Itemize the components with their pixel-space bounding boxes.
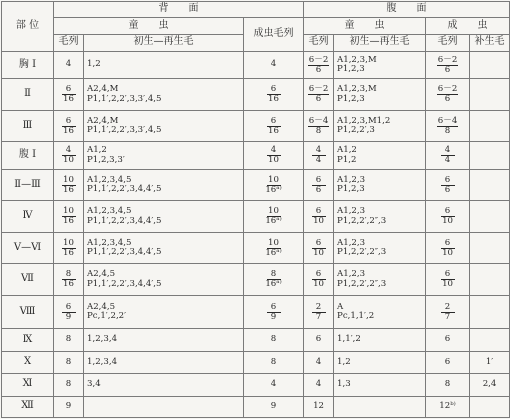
value: 4 (315, 356, 322, 367)
setae-formula-line: A (337, 301, 344, 312)
dorsal-larva-setae (84, 374, 244, 396)
dorsal-header: 背 面 (54, 2, 304, 18)
setae-formula-line: P1,2,2′,3 (337, 125, 375, 136)
fraction (267, 303, 281, 321)
ventral-larva-rows (304, 295, 334, 329)
setae-formula-line: 1,2,3,4 (87, 334, 118, 345)
ventral-adult-rows (426, 79, 470, 111)
fraction (62, 146, 76, 164)
fraction-numerator: 6 (267, 117, 281, 127)
fraction-denominator: 16 (63, 184, 74, 195)
supplementary-setae (470, 201, 510, 233)
segment-label: Ⅺ (2, 374, 54, 396)
fraction (62, 303, 76, 321)
dorsal-larva-setae (84, 264, 244, 296)
fraction-denominator: 8 (444, 125, 451, 136)
fraction (312, 303, 326, 321)
fraction (437, 117, 459, 135)
fraction-numerator: 6－4 (437, 115, 458, 126)
adult-setae-rows (244, 329, 304, 351)
ventral-larva-setae (334, 110, 426, 142)
fraction (312, 146, 326, 164)
fraction-numerator: 6 (267, 85, 281, 95)
dorsal-larva-setae (84, 329, 244, 351)
fraction (308, 117, 330, 135)
ventral-larva-setae (334, 201, 426, 233)
fraction-numerator: 6 (312, 176, 326, 186)
fraction-denominator: 7 (444, 311, 451, 322)
value: 9 (270, 401, 277, 412)
table-row (2, 232, 510, 264)
ventral-larva-rows (304, 329, 334, 351)
dorsal-larva-setae (84, 110, 244, 142)
segment-label: Ⅳ (2, 201, 54, 233)
adult-setae-rows (244, 201, 304, 233)
setae-formula-line: A1,2,3,M (337, 84, 377, 95)
setae-formula-line: P1,2,3,3′ (87, 154, 125, 165)
fraction-numerator: 10 (268, 237, 279, 248)
adult-setae-rows (244, 110, 304, 142)
fraction (308, 56, 330, 74)
fraction-numerator: 6－2 (308, 84, 329, 95)
dorsal-larva-rows (54, 232, 84, 264)
adult-setae-rows (244, 51, 304, 78)
setae-formula-line: A2,4,M (87, 84, 119, 95)
setae-formula-line: P1,2,2′,2″,3 (337, 278, 387, 289)
fraction (265, 176, 281, 194)
segment-label: Ⅱ (2, 79, 54, 111)
fraction-denominator: 16ᵃ⁾ (265, 216, 282, 227)
table-row (2, 79, 510, 111)
fraction (265, 270, 281, 288)
dorsal-larva-setae (84, 79, 244, 111)
fraction-numerator: 6 (312, 239, 326, 249)
setae-formula-line: P1,2 (337, 154, 357, 165)
setae-formula-line: 1,2 (337, 356, 351, 367)
fraction-denominator: 16 (63, 94, 74, 105)
adult-setae-rows (244, 232, 304, 264)
ventral-larva-rows (304, 374, 334, 396)
segment-label: 胸 Ⅰ (2, 51, 54, 78)
fraction (267, 146, 281, 164)
segment-label: Ⅴ—Ⅵ (2, 232, 54, 264)
ventral-adult-rows (426, 142, 470, 169)
segment-label: Ⅹ (2, 351, 54, 373)
ventral-larva-setae (334, 169, 426, 201)
dorsal-larva-rows (54, 351, 84, 373)
setae-formula-line: A1,2,3,M1,2 (337, 115, 391, 126)
fraction-denominator: 10 (63, 155, 74, 166)
fraction-numerator: 6 (312, 270, 326, 280)
setae-formula-line: 1,2 (87, 59, 101, 70)
ventral-header: 腹 面 (304, 2, 510, 18)
adult-setae-rows (244, 295, 304, 329)
fraction-numerator: 4 (441, 146, 455, 156)
fraction-numerator: 4 (312, 146, 326, 156)
fraction-denominator: 16ᵃ⁾ (265, 279, 282, 290)
setae-table-container (1, 1, 509, 418)
dorsal-larva-setae (84, 396, 244, 418)
col-rows-header: 毛列 (54, 34, 84, 51)
ventral-adult-rows (426, 329, 470, 351)
fraction-denominator: 10 (442, 279, 453, 290)
fraction-numerator: 10 (268, 174, 279, 185)
dorsal-larva-rows (54, 396, 84, 418)
table-row (2, 142, 510, 169)
setae-formula-line: A2,4,5 (87, 301, 116, 312)
value: 4 (65, 59, 72, 70)
segment-label: Ⅻ (2, 396, 54, 418)
ventral-adult-rows (426, 110, 470, 142)
setae-formula-line: 3,4 (87, 379, 101, 390)
setae-formula-line: P1,1′,2,2′,3,3′,4,5 (87, 125, 162, 136)
fraction-numerator: 2 (312, 303, 326, 313)
table-row (2, 374, 510, 396)
segment-label: Ⅲ (2, 110, 54, 142)
fraction-denominator: 6 (444, 94, 451, 105)
ventral-larva-rows (304, 142, 334, 169)
setae-formula-line: 1,3 (337, 379, 351, 390)
ventral-adult-rows (426, 396, 470, 418)
value: 8 (65, 379, 72, 390)
supplementary-setae (470, 51, 510, 78)
ventral-larva-rows (304, 169, 334, 201)
setae-formula-line: A1,2,3 (337, 206, 366, 217)
fraction (62, 117, 76, 135)
fraction (62, 176, 76, 194)
ventral-larva-rows (304, 351, 334, 373)
col-primary-header: 初生—再生毛 (84, 34, 244, 51)
dorsal-larva-header: 童 虫 (54, 18, 244, 34)
ventral-adult-rows (426, 351, 470, 373)
dorsal-larva-rows (54, 264, 84, 296)
table-row (2, 295, 510, 329)
adult-setae-header: 成虫毛列 (244, 18, 304, 52)
fraction-denominator: 16 (63, 279, 74, 290)
fraction-numerator: 6 (267, 303, 281, 313)
fraction-denominator: 9 (65, 311, 72, 322)
ventral-adult-rows (426, 201, 470, 233)
fraction (308, 85, 330, 103)
ventral-larva-setae (334, 396, 426, 418)
dorsal-larva-rows (54, 79, 84, 111)
header-row-2 (2, 18, 510, 34)
setae-formula-line: A1,2,3 (337, 269, 366, 280)
ventral-larva-setae (334, 79, 426, 111)
table-row (2, 351, 510, 373)
ventral-adult-rows (426, 232, 470, 264)
col-rows3-header: 毛列 (426, 34, 470, 51)
setae-formula-line: Pc,1,1′,2 (337, 311, 375, 322)
adult-setae-rows (244, 142, 304, 169)
setae-formula-line: P1,1′,2,2′,3,4,4′,5 (87, 278, 162, 289)
fraction-numerator: 10 (63, 206, 74, 217)
supplementary-setae: 1′ (470, 351, 510, 373)
fraction-numerator: 4 (62, 146, 76, 156)
fraction-numerator: 6－2 (308, 54, 329, 65)
ventral-larva-setae (334, 329, 426, 351)
fraction-numerator: 2 (441, 303, 455, 313)
setae-formula-line: P1,1′,2,2′,3,3′,4,5 (87, 93, 162, 104)
supplementary-setae: 2,4 (470, 374, 510, 396)
ventral-larva-rows (304, 264, 334, 296)
fraction (267, 117, 281, 135)
value: 4 (315, 379, 322, 390)
setae-formula-line: A2,4,5 (87, 269, 116, 280)
ventral-larva-rows (304, 110, 334, 142)
supplementary-setae (470, 396, 510, 418)
supplementary-setae (470, 79, 510, 111)
ventral-adult-rows (426, 169, 470, 201)
ventral-adult-header: 成 虫 (426, 18, 510, 34)
fraction-denominator: 6 (315, 64, 322, 75)
dorsal-larva-setae (84, 201, 244, 233)
fraction-denominator: 16ᵃ⁾ (265, 184, 282, 195)
setae-formula-line: P1,2,3 (337, 64, 365, 75)
fraction-numerator: 6－2 (437, 54, 458, 65)
col-rows2-header: 毛列 (304, 34, 334, 51)
value: 8 (270, 356, 277, 367)
fraction (437, 85, 459, 103)
fraction (62, 270, 76, 288)
fraction-denominator: 16 (268, 125, 279, 136)
fraction (62, 85, 76, 103)
fraction-denominator: 6 (315, 184, 322, 195)
ventral-larva-setae (334, 142, 426, 169)
setae-formula-line: A1,2,3 (337, 237, 366, 248)
setae-formula-line: A1,2,3 (337, 174, 366, 185)
setae-formula-line: P1,2,3 (337, 184, 365, 194)
setae-formula-line: A1,2 (337, 145, 357, 156)
dorsal-larva-rows (54, 374, 84, 396)
part-header: 部 位 (2, 2, 54, 52)
adult-setae-rows (244, 374, 304, 396)
col-primary2-header: 初生—再生毛 (334, 34, 426, 51)
fraction-denominator: 10 (268, 155, 279, 166)
ventral-larva-rows (304, 396, 334, 418)
value: 8 (65, 356, 72, 367)
fraction (312, 239, 326, 257)
value: 9 (65, 401, 72, 412)
ventral-adult-rows (426, 51, 470, 78)
ventral-larva-header: 童 虫 (304, 18, 426, 34)
supplementary-setae (470, 329, 510, 351)
ventral-larva-setae (334, 51, 426, 78)
adult-setae-rows (244, 264, 304, 296)
col-supp-header: 补生毛 (470, 34, 510, 51)
value: 8 (65, 334, 72, 345)
supplementary-setae (470, 110, 510, 142)
table-row (2, 169, 510, 201)
dorsal-larva-rows (54, 110, 84, 142)
fraction-denominator: 16 (63, 247, 74, 258)
fraction (265, 239, 281, 257)
setae-formula-line: A1,2,3,4,5 (87, 174, 132, 185)
fraction-denominator: 4 (444, 155, 451, 166)
fraction-numerator: 6－4 (308, 115, 329, 126)
dorsal-larva-rows (54, 295, 84, 329)
setae-formula-line: 1,2,3,4 (87, 356, 118, 367)
ventral-adult-rows (426, 295, 470, 329)
ventral-larva-rows (304, 232, 334, 264)
fraction-denominator: 16 (63, 216, 74, 227)
fraction-denominator: 8 (315, 125, 322, 136)
ventral-adult-rows (426, 264, 470, 296)
fraction-denominator: 7 (315, 311, 322, 322)
segment-label: Ⅷ (2, 295, 54, 329)
fraction (441, 239, 455, 257)
value: 6 (315, 334, 322, 345)
fraction (312, 176, 326, 194)
setae-formula-line: A1,2,3,4,5 (87, 206, 132, 217)
table-row (2, 201, 510, 233)
fraction (441, 146, 455, 164)
fraction-denominator: 10 (313, 216, 324, 227)
setae-formula-line: P1,2,2′,2″,3 (337, 215, 387, 226)
value: 4 (270, 379, 277, 390)
fraction (441, 303, 455, 321)
fraction-denominator: 9 (270, 311, 277, 322)
fraction (441, 176, 455, 194)
ventral-larva-setae (334, 351, 426, 373)
value: 6 (444, 334, 451, 345)
fraction-numerator: 10 (63, 174, 74, 185)
fraction (312, 270, 326, 288)
setae-formula-line: P1,2,3 (337, 93, 365, 104)
table-row (2, 51, 510, 78)
fraction (441, 270, 455, 288)
value: 12ᵇ⁾ (439, 401, 456, 412)
supplementary-setae (470, 295, 510, 329)
fraction-numerator: 4 (267, 146, 281, 156)
adult-setae-rows (244, 351, 304, 373)
fraction-numerator: 6 (441, 207, 455, 217)
value: 6 (444, 356, 451, 367)
fraction-numerator: 6 (62, 117, 76, 127)
value: 8 (444, 379, 451, 390)
fraction (265, 207, 281, 225)
setae-table (1, 1, 510, 418)
adult-setae-rows (244, 79, 304, 111)
fraction-denominator: 10 (442, 216, 453, 227)
fraction-numerator: 6 (62, 303, 76, 313)
fraction-numerator: 8 (267, 270, 281, 280)
value: 12 (313, 401, 324, 412)
adult-setae-rows (244, 169, 304, 201)
dorsal-larva-rows (54, 142, 84, 169)
fraction-denominator: 6 (315, 94, 322, 105)
dorsal-larva-setae (84, 351, 244, 373)
fraction (62, 207, 76, 225)
segment-label: Ⅸ (2, 329, 54, 351)
setae-formula-line: P1,2,2′,2″,3 (337, 247, 387, 258)
fraction-numerator: 6 (312, 207, 326, 217)
ventral-adult-rows (426, 374, 470, 396)
setae-formula-line: A1,2,3,4,5 (87, 237, 132, 248)
setae-formula-line: Pc,1′,2,2′ (87, 311, 127, 322)
dorsal-larva-rows (54, 169, 84, 201)
setae-formula-line: A1,2 (87, 145, 107, 156)
fraction-denominator: 10 (313, 279, 324, 290)
dorsal-larva-rows (54, 329, 84, 351)
fraction-denominator: 16 (268, 94, 279, 105)
setae-formula-line: P1,1′,2,2′,3,4,4′,5 (87, 184, 162, 194)
table-row (2, 264, 510, 296)
fraction-numerator: 8 (62, 270, 76, 280)
fraction (312, 207, 326, 225)
dorsal-larva-rows (54, 51, 84, 78)
fraction (62, 239, 76, 257)
fraction-denominator: 6 (444, 184, 451, 195)
fraction-denominator: 10 (313, 247, 324, 258)
supplementary-setae (470, 142, 510, 169)
value: 8 (270, 334, 277, 345)
table-row (2, 396, 510, 418)
ventral-larva-setae (334, 264, 426, 296)
segment-label: Ⅶ (2, 264, 54, 296)
table-row (2, 110, 510, 142)
fraction-numerator: 6 (441, 239, 455, 249)
supplementary-setae (470, 169, 510, 201)
dorsal-larva-setae (84, 232, 244, 264)
ventral-larva-setae (334, 232, 426, 264)
fraction-numerator: 10 (63, 237, 74, 248)
fraction-numerator: 6－2 (437, 84, 458, 95)
dorsal-larva-setae (84, 295, 244, 329)
fraction-denominator: 6 (444, 64, 451, 75)
ventral-larva-rows (304, 79, 334, 111)
supplementary-setae (470, 264, 510, 296)
adult-setae-rows (244, 396, 304, 418)
header-row-1 (2, 2, 510, 18)
dorsal-larva-setae (84, 51, 244, 78)
setae-formula-line: A1,2,3,M (337, 54, 377, 65)
ventral-larva-setae (334, 295, 426, 329)
setae-formula-line: P1,1′,2,2′,3,4,4′,5 (87, 247, 162, 258)
fraction (441, 207, 455, 225)
dorsal-larva-setae (84, 142, 244, 169)
fraction-denominator: 16ᵃ⁾ (265, 247, 282, 258)
ventral-larva-rows (304, 201, 334, 233)
dorsal-larva-setae (84, 169, 244, 201)
ventral-larva-setae (334, 374, 426, 396)
fraction-numerator: 6 (441, 176, 455, 186)
segment-label: 腹 Ⅰ (2, 142, 54, 169)
fraction (267, 85, 281, 103)
fraction-numerator: 6 (441, 270, 455, 280)
fraction-denominator: 16 (63, 125, 74, 136)
ventral-larva-rows (304, 51, 334, 78)
fraction-denominator: 4 (315, 155, 322, 166)
supplementary-setae (470, 232, 510, 264)
fraction-numerator: 6 (62, 85, 76, 95)
setae-formula-line: P1,1′,2,2′,3,4,4′,5 (87, 215, 162, 226)
fraction (437, 56, 459, 74)
value: 4 (270, 59, 277, 70)
segment-label: Ⅱ—Ⅲ (2, 169, 54, 201)
setae-formula-line: 1,1′,2 (337, 334, 361, 345)
dorsal-larva-rows (54, 201, 84, 233)
fraction-denominator: 10 (442, 247, 453, 258)
fraction-numerator: 10 (268, 206, 279, 217)
table-row (2, 329, 510, 351)
setae-formula-line: A2,4,M (87, 115, 119, 126)
